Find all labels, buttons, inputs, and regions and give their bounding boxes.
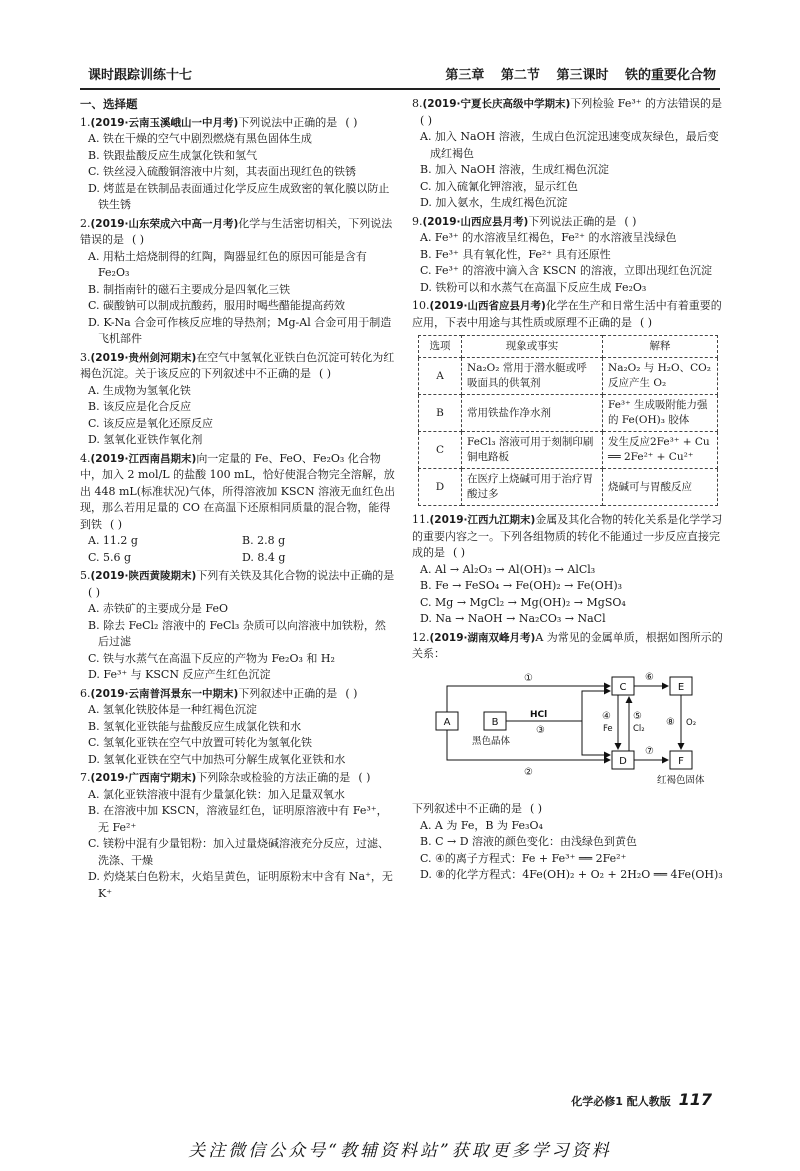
question-5 [80, 568, 396, 684]
option: C. 铁与水蒸气在高温下反应的产物为 Fe₂O₃ 和 H₂ [88, 651, 335, 665]
reagent-cl2: Cl₂ [633, 723, 645, 734]
node-d: D [619, 755, 627, 767]
option: C. 5.6 g [88, 550, 132, 564]
q-num: 3. [80, 350, 91, 364]
label-1: ① [524, 672, 533, 684]
node-e: E [677, 681, 685, 693]
q-stem: 化学在生产和日常生活中有着重要的应用，下表中用途与其性质或原理不正确的是 [412, 299, 722, 329]
option: D. Fe³⁺ 与 KSCN 反应产生红色沉淀 [88, 668, 271, 681]
q-num: 4. [80, 451, 91, 465]
option: A. A 为 Fe，B 为 Fe₃O₄ [420, 818, 543, 832]
q-stem: 金属及其化合物的转化关系是化学学习的重要内容之一。下列各组物质的转化不能通过一步反应直接完成的是 [412, 513, 723, 559]
table-cell: 在医疗上烧碱可用于治疗胃酸过多 [462, 469, 603, 506]
answer-paren: ( ) [530, 802, 543, 815]
table-row [419, 395, 718, 432]
table-cell: D [419, 469, 462, 506]
question-6 [80, 686, 396, 769]
q-num: 11. [412, 513, 430, 526]
q-num: 6. [80, 686, 91, 700]
table-cell: A [419, 358, 462, 395]
q-source: (2019·山西省应县月考) [429, 300, 546, 312]
q-stem: 下列叙述中正确的是 [238, 686, 338, 700]
option: C. 该反应是氧化还原反应 [88, 416, 214, 430]
label-6: ⑥ [645, 671, 654, 683]
q-source: (2019·贵州剑河期末) [90, 351, 197, 364]
q-stem: 在空气中氢氧化亚铁白色沉淀可转化为红褐色沉淀。关于该反应的下列叙述中不正确的是 [80, 350, 395, 380]
table-cell: Na₂O₂ 常用于潜水艇或呼吸面具的供氧剂 [462, 358, 603, 395]
topic-label: 铁的重要化合物 [624, 68, 716, 83]
left-column [80, 96, 396, 904]
answer-paren: ( ) [345, 115, 358, 129]
option-row [88, 533, 396, 550]
question-1 [80, 115, 396, 214]
book-edition: 化学必修1 配人教版 [571, 1095, 671, 1108]
question-4 [80, 451, 396, 567]
chapter-heading [433, 64, 716, 83]
table-header: 现象或事实 [462, 336, 603, 358]
reagent-hcl: HCl [530, 709, 548, 720]
q-stem: 下列说法中正确的是 [238, 115, 338, 129]
question-7 [80, 770, 396, 902]
option: A. Fe³⁺ 的水溶液呈红褐色，Fe²⁺ 的水溶液呈浅绿色 [420, 231, 677, 244]
arrow-1 [447, 686, 610, 712]
node-b-label: 黑色晶体 [472, 735, 511, 747]
option: C. ④的离子方程式：Fe + Fe³⁺ ══ 2Fe²⁺ [420, 851, 627, 865]
question-12 [412, 630, 728, 884]
question-2 [80, 216, 396, 348]
q-source: (2019·湖南双峰月考) [429, 631, 536, 644]
option-row [88, 550, 396, 567]
option: B. C → D 溶液的颜色变化：由浅绿色到黄色 [420, 835, 638, 848]
q-stem: 向一定量的 Fe、FeO、Fe₂O₃ 化合物中，加入 2 mol/L 的盐酸 100 mL，恰好使混合物完全溶解，放出 448 mL(标准状况)气体，所得溶液加 KSCN 溶液无血红色出现，那么若用足量的 CO 在高温下还原相同质量的混合物，能得到铁 [80, 451, 396, 531]
section-label: 第二节 [500, 68, 540, 83]
q-stem: A 为常见的金属单质，根据如图所示的关系： [412, 630, 723, 660]
option: D. 氢氧化亚铁在空气中加热可分解生成氧化亚铁和水 [88, 752, 346, 766]
q-source: (2019·陕西黄陵期末) [90, 570, 197, 582]
answer-paren: ( ) [624, 214, 637, 228]
table-row [419, 358, 718, 395]
q-num: 8. [412, 97, 423, 110]
header-rule [80, 88, 720, 90]
table-cell: 烧碱可与胃酸反应 [603, 469, 718, 506]
option: A. 铁在干燥的空气中剧烈燃烧有黑色固体生成 [88, 132, 312, 145]
option: A. 赤铁矿的主要成分是 FeO [88, 602, 228, 615]
page-footer [571, 1090, 712, 1109]
option: D. K-Na 合金可作核反应堆的导热剂；Mg-Al 合金可用于制造飞机部件 [88, 315, 392, 345]
answer-paren: ( ) [420, 113, 433, 127]
label-4: ④ [602, 710, 611, 722]
node-b: B [491, 716, 499, 728]
option: D. 8.4 g [242, 550, 286, 564]
option: B. 制指南针的磁石主要成分是四氧化三铁 [88, 282, 291, 296]
option: C. 氢氧化亚铁在空气中放置可转化为氢氧化铁 [88, 736, 313, 749]
q10-table [418, 335, 718, 506]
table-header: 解释 [603, 336, 718, 358]
question-8 [412, 96, 728, 212]
option: A. Al → Al₂O₃ → Al(OH)₃ → AlCl₃ [420, 562, 596, 576]
option: B. 铁跟盐酸反应生成氯化铁和氢气 [88, 148, 258, 162]
question-9 [412, 214, 728, 297]
right-column [412, 96, 728, 886]
node-f-label: 红褐色固体 [657, 774, 705, 786]
option: B. Fe → FeSO₄ → Fe(OH)₂ → Fe(OH)₃ [420, 579, 623, 592]
option: D. 加入氨水，生成红褐色沉淀 [420, 196, 568, 209]
question-3 [80, 350, 396, 449]
q-source: (2019·云南玉溪峨山一中月考) [90, 116, 239, 129]
table-row [419, 432, 718, 469]
option: D. 铁粉可以和水蒸气在高温下反应生成 Fe₂O₃ [420, 280, 647, 294]
answer-paren: ( ) [132, 233, 145, 246]
option: C. 加入硫氰化钾溶液，显示红色 [420, 179, 579, 193]
q-num: 5. [80, 569, 91, 582]
answer-paren: ( ) [319, 367, 332, 380]
label-7: ⑦ [645, 745, 654, 757]
node-f: F [678, 755, 684, 767]
q-source: (2019·云南普洱景东一中期末) [90, 687, 239, 700]
question-11 [412, 512, 728, 628]
q-num: 2. [80, 216, 91, 230]
option: C. 铁丝浸入硫酸铜溶液中片刻，其表面出现红色的铁锈 [88, 165, 357, 178]
q-num: 1. [80, 115, 91, 129]
node-c: C [619, 681, 627, 693]
q-source: (2019·宁夏长庆高级中学期末) [422, 98, 571, 110]
option: A. 氯化亚铁溶液中混有少量氯化铁：加入足量双氧水 [88, 787, 345, 801]
option: D. 烤蓝是在铁制品表面通过化学反应生成致密的氧化膜以防止铁生锈 [88, 181, 390, 211]
node-a: A [443, 716, 451, 728]
reagent-fe: Fe [603, 723, 613, 734]
option: C. Mg → MgCl₂ → Mg(OH)₂ → MgSO₄ [420, 595, 626, 609]
option: D. 氢氧化亚铁作氧化剂 [88, 433, 203, 446]
table-header: 选项 [419, 336, 462, 358]
option: D. Na → NaOH → Na₂CO₃ → NaCl [420, 612, 606, 625]
q-followup: 下列叙述中不正确的是 [412, 802, 522, 815]
option: A. 生成物为氢氧化铁 [88, 383, 191, 397]
q-num: 9. [412, 214, 423, 228]
q-num: 10. [412, 299, 430, 312]
table-cell: B [419, 395, 462, 432]
option: A. 用粘土焙烧制得的红陶，陶器显红色的原因可能是含有 Fe₂O₃ [88, 249, 367, 279]
option: C. 碳酸钠可以制成抗酸药，服用时喝些醋能提高药效 [88, 299, 346, 312]
table-cell: FeCl₃ 溶液可用于刻制印刷铜电路板 [462, 432, 603, 469]
table-row [419, 469, 718, 506]
q-source: (2019·广西南宁期末) [90, 772, 197, 784]
option: B. Fe³⁺ 具有氧化性，Fe²⁺ 具有还原性 [420, 247, 611, 261]
option: C. 镁粉中混有少量铝粉：加入过量烧碱溶液充分反应，过滤、洗涤、干燥 [88, 837, 390, 867]
label-5: ⑤ [633, 710, 642, 722]
answer-paren: ( ) [358, 771, 371, 784]
table-cell: C [419, 432, 462, 469]
option: B. 2.8 g [242, 534, 286, 547]
table-header-row [419, 336, 718, 358]
q-source: (2019·山东荣成六中高一月考) [90, 217, 239, 230]
q-stem: 下列检验 Fe³⁺ 的方法错误的是 [570, 97, 723, 110]
option: A. 氢氧化铁胶体是一种红褐色沉淀 [88, 703, 257, 716]
page-header [0, 0, 800, 88]
answer-paren: ( ) [345, 686, 358, 700]
label-3: ③ [536, 724, 545, 736]
option: B. 该反应是化合反应 [88, 400, 192, 413]
q-num: 12. [412, 630, 430, 644]
option: C. Fe³⁺ 的溶液中滴入含 KSCN 的溶液，立即出现红色沉淀 [420, 264, 713, 277]
question-10 [412, 298, 728, 506]
table-cell: 常用铁盐作净水剂 [462, 395, 603, 432]
option: B. 在溶液中加 KSCN，溶液显红色，证明原溶液中有 Fe³⁺，无 Fe²⁺ [88, 804, 388, 834]
q-stem: 下列有关铁及其化合物的说法中正确的是 [196, 569, 395, 582]
option: D. 灼烧某白色粉末，火焰呈黄色，证明原粉末中含有 Na⁺，无 K⁺ [88, 870, 393, 900]
label-2: ② [524, 766, 533, 778]
page-number: 117 [678, 1090, 712, 1109]
option: A. 加入 NaOH 溶液，生成白色沉淀迅速变成灰绿色，最后变成红褐色 [420, 130, 719, 160]
lesson-label: 第三课时 [556, 68, 609, 83]
reagent-o2: O₂ [686, 717, 697, 728]
answer-paren: ( ) [88, 585, 101, 599]
option: B. 除去 FeCl₂ 溶液中的 FeCl₃ 杂质可以向溶液中加铁粉，然后过滤 [88, 618, 386, 648]
table-cell: Na₂O₂ 与 H₂O、CO₂ 反应产生 O₂ [603, 358, 718, 395]
table-cell: Fe³⁺ 生成吸附能力强的 Fe(OH)₃ 胶体 [603, 395, 718, 432]
q-source: (2019·江西九江期末) [429, 514, 536, 526]
answer-paren: ( ) [110, 517, 123, 531]
q-num: 7. [80, 771, 91, 784]
option: A. 11.2 g [88, 534, 138, 547]
answer-paren: ( ) [640, 315, 653, 329]
option: B. 氢氧化亚铁能与盐酸反应生成氯化铁和水 [88, 719, 302, 733]
exercise-title: 课时跟踪训练十七 [88, 68, 193, 83]
option: D. ⑧的化学方程式：4Fe(OH)₂ + O₂ + 2H₂O ══ 4Fe(OH)₃ [420, 868, 723, 881]
q-source: (2019·江西南昌期末) [90, 452, 197, 465]
q-stem: 化学与生活密切相关，下列说法错误的是 [80, 216, 393, 246]
q-stem: 下列除杂或检验的方法正确的是 [196, 771, 351, 784]
chapter-label: 第三章 [445, 68, 485, 83]
label-8: ⑧ [666, 716, 675, 728]
table-cell: 发生反应2Fe³⁺ + Cu ══ 2Fe²⁺ + Cu²⁺ [603, 432, 718, 469]
promo-banner: 关注微信公众号“教辅资料站”获取更多学习资料 [188, 1141, 612, 1161]
reaction-diagram [432, 667, 722, 792]
option: B. 加入 NaOH 溶液，生成红褐色沉淀 [420, 163, 609, 176]
section-title: 一、选择题 [80, 97, 138, 111]
q-stem: 下列说法正确的是 [528, 214, 617, 228]
answer-paren: ( ) [453, 546, 466, 559]
q-source: (2019·山西应县月考) [422, 215, 529, 228]
